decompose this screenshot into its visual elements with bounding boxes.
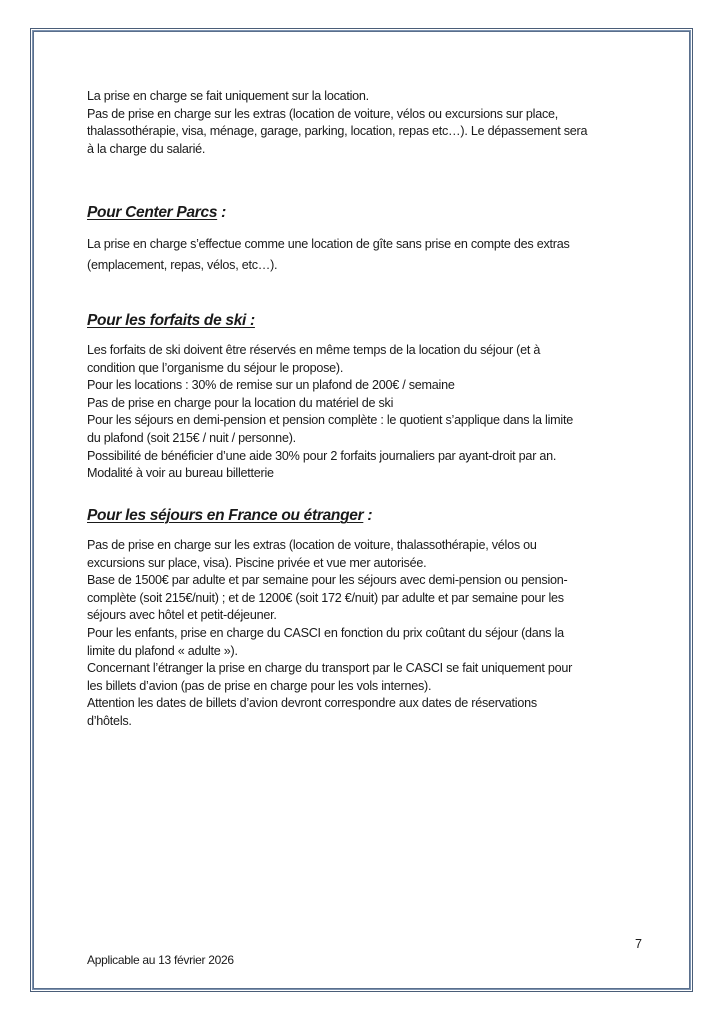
center-parcs-line: La prise en charge s’effectue comme une location de gîte sans prise en compte des extras <box>87 237 570 251</box>
sejours-line: limite du plafond « adulte »). <box>87 643 238 658</box>
page-number: 7 <box>635 937 643 951</box>
ski-line: Pour les locations : 30% de remise sur un plafond de 200€ / semaine <box>87 378 455 393</box>
sejours-line: Base de 1500€ par adulte et par semaine pour les séjours avec demi-pension ou pension- <box>87 573 568 588</box>
intro-paragraph <box>87 88 667 158</box>
ski-line: Pour les séjours en demi-pension et pension complète : le quotient s’applique dans la limite <box>87 413 573 428</box>
ski-line: Les forfaits de ski doivent être réservés en même temps de la location du séjour (et à <box>87 343 541 357</box>
center-parcs-paragraph <box>87 234 667 276</box>
sejours-line: d’hôtels. <box>87 713 132 728</box>
sejours-line: excursions sur place, visa). Piscine privée et vue mer autorisée. <box>87 555 427 570</box>
ski-line: condition que l’organisme du séjour le propose). <box>87 360 344 375</box>
ski-line: Modalité à voir au bureau billetterie <box>87 466 274 481</box>
section-heading-sejours <box>87 507 372 525</box>
sejours-line: Attention les dates de billets d’avion devront correspondre aux dates de réservations <box>87 696 537 711</box>
ski-line: du plafond (soit 215€ / nuit / personne). <box>87 430 296 445</box>
sejours-line: complète (soit 215€/nuit) ; et de 1200€ (soit 172 €/nuit) par adulte et par semaine pour les <box>87 590 564 605</box>
center-parcs-line: (emplacement, repas, vélos, etc…). <box>87 258 278 272</box>
sejours-line: séjours avec hôtel et petit-déjeuner. <box>87 608 277 623</box>
heading-text: Pour les forfaits de ski : <box>87 312 255 329</box>
intro-line: Pas de prise en charge sur les extras (location de voiture, vélos ou excursions sur place, <box>87 106 559 121</box>
sejours-paragraph <box>87 537 667 731</box>
heading-suffix: : <box>363 507 373 524</box>
sejours-line: Pas de prise en charge sur les extras (location de voiture, thalassothérapie, vélos ou <box>87 538 537 552</box>
section-heading-ski <box>87 312 255 330</box>
intro-line: thalassothérapie, visa, ménage, garage, parking, location, repas etc…). Le dépassement sera <box>87 124 588 139</box>
ski-paragraph <box>87 342 667 483</box>
heading-text: Pour Center Parcs <box>87 204 218 221</box>
heading-suffix: : <box>217 204 227 221</box>
section-heading-center-parcs <box>87 204 226 222</box>
heading-text: Pour les séjours en France ou étranger <box>87 507 364 524</box>
ski-line: Pas de prise en charge pour la location du matériel de ski <box>87 395 394 410</box>
sejours-line: Concernant l’étranger la prise en charge du transport par le CASCI se fait uniquement pour <box>87 661 573 676</box>
applicable-date: Applicable au 13 février 2026 <box>87 953 234 967</box>
intro-line: à la charge du salarié. <box>87 141 206 156</box>
sejours-line: Pour les enfants, prise en charge du CASCI en fonction du prix coûtant du séjour (dans la <box>87 625 564 640</box>
intro-line: La prise en charge se fait uniquement sur la location. <box>87 89 369 103</box>
ski-line: Possibilité de bénéficier d’une aide 30% pour 2 forfaits journaliers par ayant-droit par an. <box>87 448 557 463</box>
sejours-line: les billets d’avion (pas de prise en charge pour les vols internes). <box>87 678 432 693</box>
